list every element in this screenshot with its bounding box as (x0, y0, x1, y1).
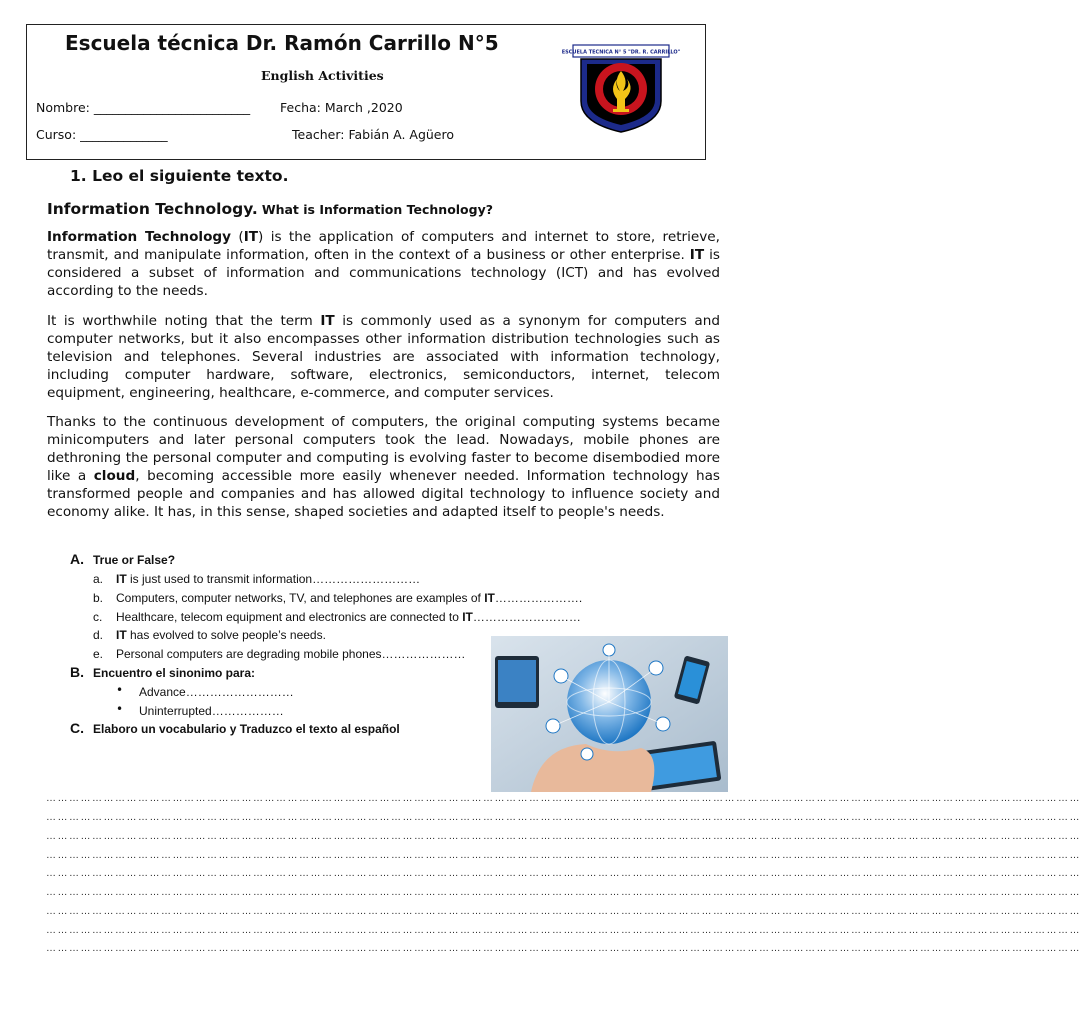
fecha-field: Fecha: March ,2020 (280, 100, 403, 115)
activity-a-item: b. (93, 591, 104, 605)
writing-line: ……………………………………………………………………………………………………………………………………………………………………………………………………………………………………………… (46, 812, 1081, 823)
technology-illustration (491, 636, 728, 792)
paragraph-1: Information Technology (IT) is the application of computers and internet to store, retrieve, transmit, and manipulate information, often in the context of a business or other enterprise. IT is considered a subset of information and communications technology (ICT) and has evolved according to the needs. (47, 229, 720, 299)
text-title-question: What is Information Technology? (261, 202, 493, 217)
writing-line: ……………………………………………………………………………………………………………………………………………………………………………………………………………………………………………… (46, 906, 1081, 917)
activity-a-item: c. (93, 610, 103, 624)
school-logo (561, 45, 681, 133)
activity-a-item-text: Healthcare, telecom equipment and electronics are connected to IT……………………… (116, 610, 581, 624)
activity-b-item: Uninterrupted……………… (139, 704, 284, 718)
activity-a-item-text: Computers, computer networks, TV, and telephones are examples of IT…………………. (116, 591, 583, 605)
curso-field: Curso: ______________ (36, 127, 168, 142)
activity-b-title: Encuentro el sinonimo para: (93, 666, 256, 680)
activity-a-item-text: Personal computers are degrading mobile phones………………… (116, 647, 466, 661)
bullet-icon: • (116, 702, 124, 716)
activity-a-item: e. (93, 647, 104, 661)
writing-line: ……………………………………………………………………………………………………………………………………………………………………………………………………………………………………………… (46, 868, 1081, 879)
section-number: 1. (70, 167, 87, 185)
activity-a-item: a. (93, 572, 104, 586)
writing-line: ……………………………………………………………………………………………………………………………………………………………………………………………………………………………………………… (46, 925, 1081, 936)
writing-line: ……………………………………………………………………………………………………………………………………………………………………………………………………………………………………………… (46, 850, 1081, 861)
activity-a-title: True or False? (93, 553, 176, 567)
logo-text: ESCUELA TECNICA N° 5 "DR. R. CARRILLO" (561, 49, 681, 56)
text-title-main: Information Technology. (47, 200, 258, 218)
teacher-field: Teacher: Fabián A. Agüero (292, 127, 455, 142)
bullet-icon: • (116, 683, 124, 697)
writing-line: ……………………………………………………………………………………………………………………………………………………………………………………………………………………………………………… (46, 943, 1081, 954)
section-heading (70, 167, 288, 185)
section-heading-text: Leo el siguiente texto. (92, 167, 289, 185)
writing-line: ……………………………………………………………………………………………………………………………………………………………………………………………………………………………………………… (46, 887, 1081, 898)
activity-a-item-text: IT is just used to transmit information……………………… (116, 572, 421, 586)
subtitle: English Activities (261, 68, 384, 83)
activity-a-letter: A. (70, 551, 84, 567)
writing-line: ……………………………………………………………………………………………………………………………………………………………………………………………………………………………………………… (46, 831, 1081, 842)
paragraph-2: It is worthwhile noting that the term IT is commonly used as a synonym for computers and computer networks, but it also encompasses other information distribution technologies such as television and telephones. Several industries are associated with information technology, including computer hardware, software, electronics, semiconductors, internet, telecom equipment, engineering, healthcare, e-commerce, and computer services. (47, 313, 720, 401)
activity-c-title: Elaboro un vocabulario y Traduzco el texto al español (93, 722, 400, 736)
school-name: Escuela técnica Dr. Ramón Carrillo N°5 (65, 31, 499, 55)
text-title (47, 199, 493, 218)
nombre-field: Nombre: _________________________ (36, 100, 251, 115)
header-box (26, 24, 706, 160)
activity-b-item: Advance……………………… (139, 685, 294, 699)
activity-a-item-text: IT has evolved to solve people’s needs. (116, 628, 326, 642)
writing-line: ……………………………………………………………………………………………………………………………………………………………………………………………………………………………………………… (46, 793, 1081, 804)
activity-c-letter: C. (70, 720, 84, 736)
activity-a-item: d. (93, 628, 104, 642)
paragraph-3: Thanks to the continuous development of computers, the original computing systems became minicomputers and later personal computers took the lead. Nowadays, mobile phones are dethroning the personal computer and computing is evolving faster to become disembodied more like a cloud, becoming accessible more easily whenever needed. Information technology has transformed people and companies and has allowed digital technology to influence society and economy alike. It has, in this sense, shaped societies and adapted itself to people's needs. (47, 414, 720, 520)
activity-b-letter: B. (70, 664, 84, 680)
